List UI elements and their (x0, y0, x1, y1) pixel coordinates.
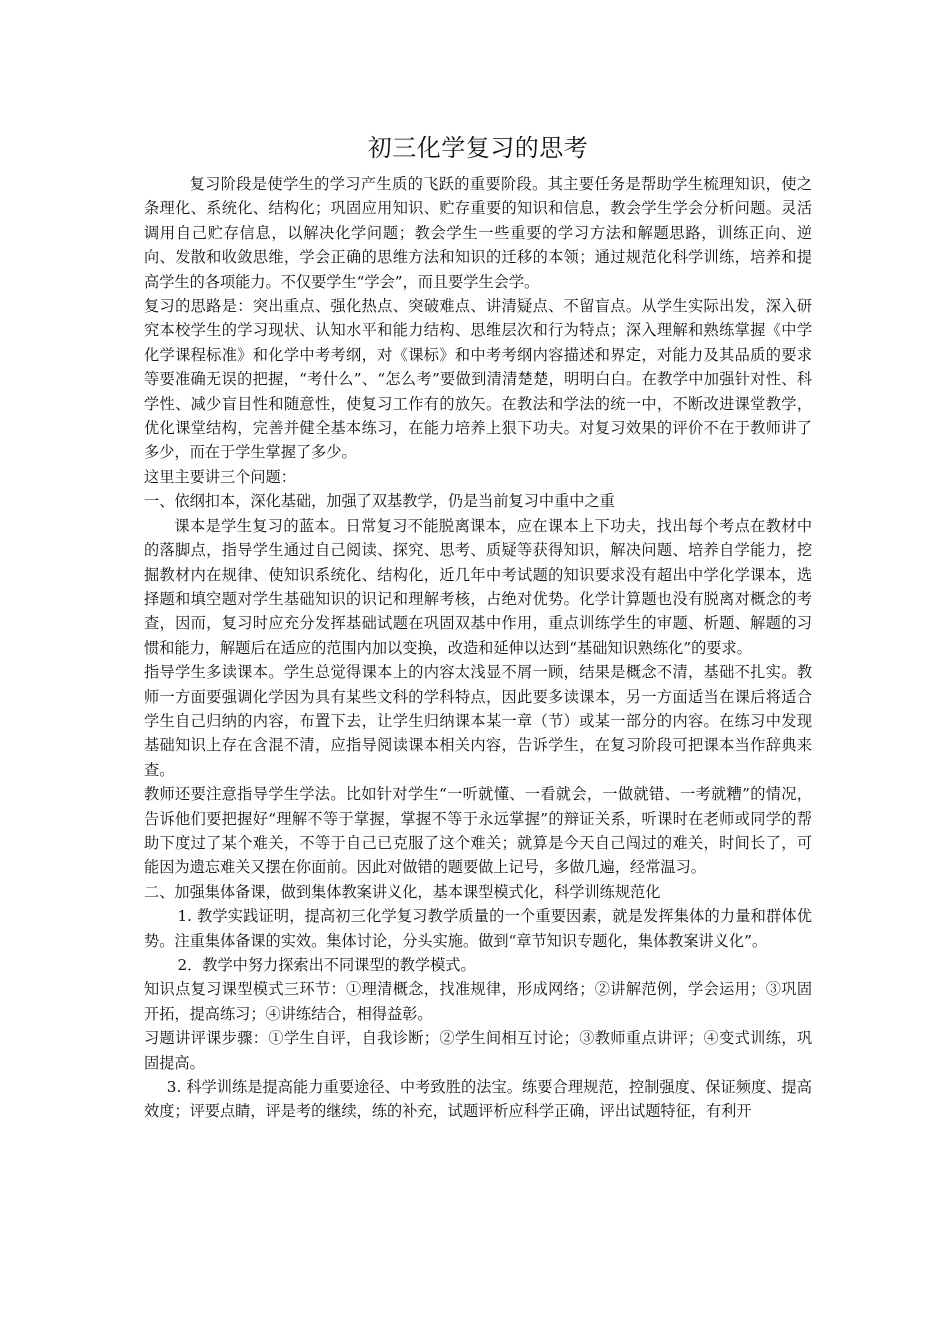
section-heading-1: 一、依纲扣本，深化基础，加强了双基教学，仍是当前复习中重中之重 (144, 492, 615, 511)
paragraph-collective-prep: 1. 教学实践证明，提高初三化学复习教学质量的一个重要因素，就是发挥集体的力量和群体优势。注重集体备课的实效。集体讨论，分头实施。做到“章节知识专题化，集体教案讲义化”。 (144, 907, 812, 950)
paragraph-study-method: 教师还要注意指导学生学法。比如针对学生“一听就懂、一看就会，一做就错、一考就糟”的情况，告诉他们要把握好“理解不等于掌握，掌握不等于永远掌握”的辩证关系，听课时在老师或同学的帮助下度过了某个难关，不等于自己已克服了这个难关；就算是今天自己闯过的难关，时间长了，可能因为遗忘难关又摆在你面前。因此对做错的题要做上记号，多做几遍，经常温习。 (144, 785, 812, 877)
paragraph-teaching-mode: 2．教学中努力探索出不同课型的教学模式。 (177, 956, 476, 974)
paragraph-scientific-training: 3. 科学训练是提高能力重要途径、中考致胜的法宝。练要合理规范，控制强度、保证频度、提高效度；评要点睛，评是考的继续，练的补充，试题评析应科学正确，评出试题特征，有利开 (144, 1078, 812, 1121)
paragraph-exercise-review-steps: 习题讲评课步骤：①学生自评，自我诊断；②学生间相互讨论；③教师重点讲评；④变式训练，巩固提高。 (144, 1029, 812, 1072)
paragraph-intro: 复习阶段是使学生的学习产生质的飞跃的重要阶段。其主要任务是帮助学生梳理知识，使之条理化、系统化、结构化；巩固应用知识、贮存重要的知识和信息，教会学生学会分析问题。灵活调用自己贮存信息，以解决化学问题；教会学生一些重要的学习方法和解题思路，训练正向、逆向、发散和收敛思维，学会正确的思维方法和知识的迁移的本领；通过规范化科学训练，培养和提高学生的各项能力。不仅要学生“学会”，而且要学生会学。 (144, 175, 812, 291)
document-title: 初三化学复习的思考 (367, 134, 589, 162)
paragraph-knowledge-review-mode: 知识点复习课型模式三环节：①理清概念，找准规律，形成网络；②讲解范例，学会运用；③巩固开拓，提高练习；④讲练结合，相得益彰。 (144, 980, 812, 1023)
paragraph-read-textbook: 指导学生多读课本。学生总觉得课本上的内容太浅显不屑一顾，结果是概念不清，基础不扎实。教师一方面要强调化学因为具有某些文科的学科特点，因此要多读课本，另一方面适当在课后将适合学生自己归纳的内容，布置下去，让学生归纳课本某一章（节）或某一部分的内容。在练习中发现基础知识上存在含混不清，应指导阅读课本相关内容，告诉学生，在复习阶段可把课本当作辞典来查。 (144, 663, 812, 779)
paragraph-review-approach: 复习的思路是：突出重点、强化热点、突破难点、讲清疑点、不留盲点。从学生实际出发，深入研究本校学生的学习现状、认知水平和能力结构、思维层次和行为特点；深入理解和熟练掌握《中学化学课程标准》和化学中考考纲，对《课标》和中考考纲内容描述和界定，对能力及其品质的要求等要准确无误的把握，“考什么”、“怎么考”要做到清清楚楚，明明白白。在教学中加强针对性、科学性、减少盲目性和随意性，使复习工作有的放矢。在教法和学法的统一中，不断改进课堂教学，优化课堂结构，完善并健全基本练习，在能力培养上狠下功夫。对复习效果的评价不在于教师讲了多少，而在于学生掌握了多少。 (144, 297, 812, 462)
section-heading-2: 二、加强集体备课，做到集体教案讲义化，基本课型模式化，科学训练规范化 (144, 882, 661, 901)
document-body (144, 128, 812, 1124)
paragraph-textbook: 课本是学生复习的蓝本。日常复习不能脱离课本，应在课本上下功夫，找出每个考点在教材中的落脚点，指导学生通过自己阅读、探究、思考、质疑等获得知识，解决问题、培养自学能力，挖掘教材内在规律、使知识系统化、结构化，近几年中考试题的知识要求没有超出中学化学课本，选择题和填空题对学生基础知识的识记和理解考核，占绝对优势。化学计算题也没有脱离对概念的考查，因而，复习时应充分发挥基础试题在巩固双基中作用，重点训练学生的审题、析题、解题的习惯和能力，解题后在适应的范围内加以变换，改造和延伸以达到“基础知识熟练化”的要求。 (144, 516, 812, 657)
paragraph-three-issues: 这里主要讲三个问题： (144, 467, 296, 486)
